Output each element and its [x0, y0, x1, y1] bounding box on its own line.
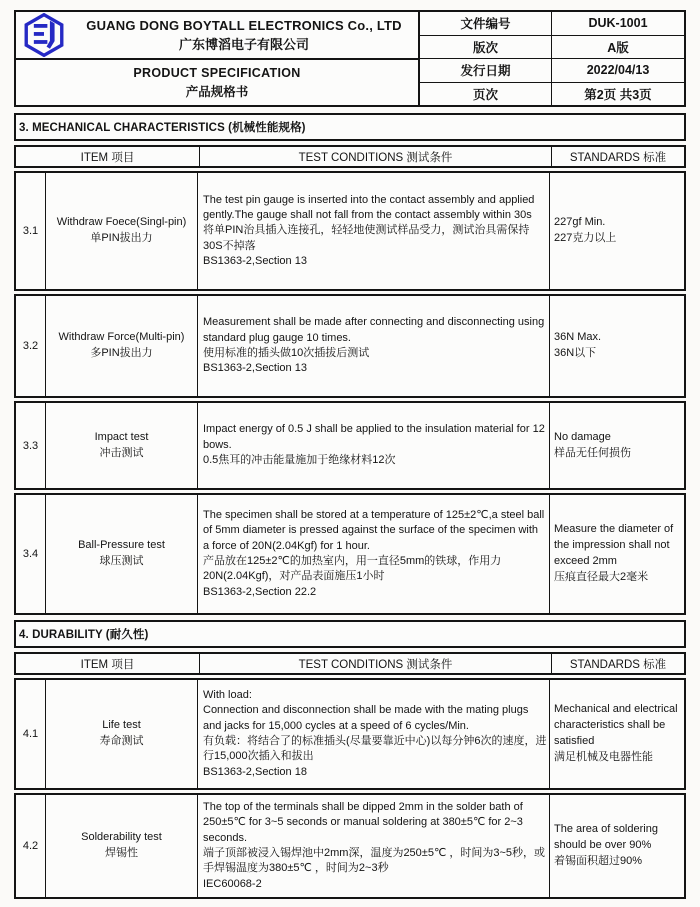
table-row-3-2 [14, 294, 686, 398]
row-number: 4.1 [16, 680, 46, 788]
table-row-4-2 [14, 793, 686, 899]
table-row-3-1 [14, 171, 686, 291]
row-number: 3.3 [16, 403, 46, 488]
header-left-block [16, 12, 420, 105]
row-number: 3.2 [16, 296, 46, 396]
document-header [14, 10, 686, 107]
info-value: DUK-1001 [588, 16, 648, 31]
column-header-standards: STANDARDS 标准 [569, 151, 667, 164]
company-name-cn: 广东博滔电子有限公司 [178, 36, 309, 52]
company-block [16, 12, 418, 60]
document-title-block [16, 60, 418, 105]
column-header-conditions: TEST CONDITIONS 测试条件 [200, 654, 552, 673]
column-header-item: ITEM 项目 [16, 654, 200, 673]
info-value: A版 [607, 40, 629, 55]
column-header-row [14, 652, 686, 675]
table-row-4-1 [14, 678, 686, 790]
column-header-conditions: TEST CONDITIONS 测试条件 [200, 147, 552, 166]
conditions-cell: The specimen shall be stored at a temperature of 125±2℃,a steel ball of 5mm diameter is pressed against the surface of the specimen with a force of 20N(2.04Kgf) for 1 hour. 产品放在125±2℃的加热室内，用一直径5mm的铁球，作用力20N(2.04Kgf)，对产品表面施压1小时 BS1363-2,Section 22.2 [198, 495, 550, 613]
table-row-3-4 [14, 493, 686, 615]
item-cell: Withdraw Force(Multi-pin) 多PIN拔出力 [46, 296, 198, 396]
standards-cell: The area of soldering should be over 90% 着锡面积超过90% [554, 823, 658, 867]
conditions-cell: The test pin gauge is inserted into the contact assembly and applied gently.The gauge shall not fall from the contact assembly within 30s 将单PIN治具插入连接孔，轻轻地使测试样品受力，测试治具需保持30S不掉落 BS1363-2,Section 13 [198, 173, 550, 289]
conditions-cell: With load: Connection and disconnection shall be made with the mating plugs and jacks for 15,000 cycles at a speed of 6 cycles/Min. 有负载：将结合了的标准插头(尽量要靠近中心)以每分钟6次的速度，进行15,000次插入和拔出 BS1363-2,Section 18 [198, 680, 550, 788]
info-row-doc-number [420, 12, 684, 36]
column-header-standards: STANDARDS 标准 [569, 658, 667, 671]
info-label: 文件编号 [420, 12, 552, 35]
company-name [70, 18, 418, 53]
info-row-page-number [420, 83, 684, 106]
section-title-mechanical: 3. MECHANICAL CHARACTERISTICS (机械性能规格) [14, 113, 686, 141]
item-cell: Ball-Pressure test 球压测试 [46, 495, 198, 613]
standards-cell: No damage 样品无任何损伤 [554, 430, 631, 459]
section-title-durability: 4. DURABILITY (耐久性) [14, 620, 686, 648]
table-row-3-3 [14, 401, 686, 490]
item-cell: Solderability test 焊锡性 [46, 795, 198, 897]
row-number: 4.2 [16, 795, 46, 897]
info-row-revision [420, 36, 684, 60]
document-title-cn: 产品规格书 [185, 84, 249, 99]
standards-cell: Mechanical and electrical characteristics shall be satisfied 满足机械及电器性能 [554, 703, 678, 763]
item-cell: Withdraw Foece(Singl-pin) 单PIN拔出力 [46, 173, 198, 289]
conditions-cell: Measurement shall be made after connecting and disconnecting using standard plug gauge 10 times. 使用标准的插头做10次插拔后测试 BS1363-2,Section 13 [198, 296, 550, 396]
row-number: 3.1 [16, 173, 46, 289]
conditions-cell: The top of the terminals shall be dipped 2mm in the solder bath of 250±5℃ for 3~5 seconds or manual soldering at 380±5℃ for 2~3 seconds. 端子顶部被浸入锡焊池中2mm深，温度为250±5℃ ，时间为3~5秒，或手焊锡温度为380±5℃ ，时间为2~3秒 IEC60068-2 [198, 795, 550, 897]
info-value: 第2页 共3页 [584, 87, 652, 102]
info-value: 2022/04/13 [586, 63, 650, 78]
item-cell: Life test 寿命测试 [46, 680, 198, 788]
info-label: 版次 [420, 36, 552, 59]
info-label: 发行日期 [420, 59, 552, 82]
standards-cell: Measure the diameter of the impression shall not exceed 2mm 压痕直径最大2毫米 [554, 523, 674, 583]
column-header-item: ITEM 项目 [16, 147, 200, 166]
document-title-en: PRODUCT SPECIFICATION [133, 65, 301, 80]
item-cell: Impact test 冲击测试 [46, 403, 198, 488]
header-info-table [420, 12, 684, 105]
company-name-en: GUANG DONG BOYTALL ELECTRONICS Co., LTD [86, 17, 402, 33]
info-row-issue-date [420, 59, 684, 83]
column-header-row [14, 145, 686, 168]
standards-cell: 36N Max. 36N以下 [554, 331, 602, 359]
company-logo-icon [22, 13, 66, 57]
info-label: 页次 [420, 83, 552, 106]
row-number: 3.4 [16, 495, 46, 613]
conditions-cell: Impact energy of 0.5 J shall be applied to the insulation material for 12 bows. 0.5焦耳的冲击能量施加于绝缘材料12次 [198, 403, 550, 488]
standards-cell: 227gf Min. 227克力以上 [554, 216, 617, 244]
